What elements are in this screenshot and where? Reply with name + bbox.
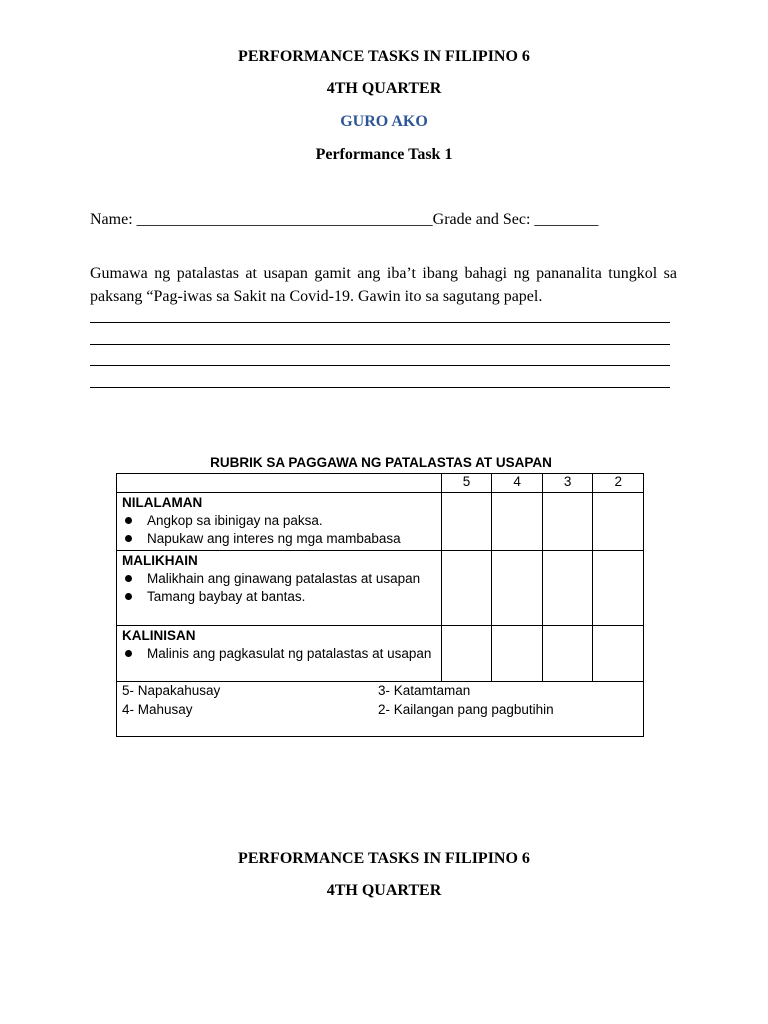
score-cell[interactable] <box>593 551 644 626</box>
score-cell[interactable] <box>492 493 543 551</box>
page-title-repeat: PERFORMANCE TASKS IN FILIPINO 6 <box>238 850 530 867</box>
criterion-heading: NILALAMAN <box>122 495 203 510</box>
score-header-2: 2 <box>593 474 644 493</box>
legend-item-4: 4- Mahusay <box>122 702 193 717</box>
rubric-header-row <box>117 474 644 493</box>
criterion-cell <box>117 626 442 682</box>
answer-line <box>90 365 670 366</box>
quarter-label: 4TH QUARTER <box>326 80 442 97</box>
name-grade-line: Name: _____________________________________Grade and Sec: ________ <box>90 211 599 228</box>
score-cell[interactable] <box>593 626 644 682</box>
criterion-list <box>117 570 441 608</box>
instructions-text: Gumawa ng patalastas at usapan gamit ang iba’t ibang bahagi ng pananalita tungkol sa paksang “Pag-iwas sa Sakit na Covid-19. Gawin ito sa sagutang papel. <box>90 265 677 305</box>
quarter-label-repeat: 4TH QUARTER <box>326 882 442 899</box>
answer-line <box>90 322 670 323</box>
rubric-title: RUBRIK SA PAGGAWA NG PATALASTAS AT USAPAN <box>210 455 552 470</box>
score-cell[interactable] <box>441 626 492 682</box>
criteria-header-cell <box>117 474 442 493</box>
score-cell[interactable] <box>542 551 593 626</box>
criterion-item: Napukaw ang interes ng mga mambabasa <box>122 530 441 548</box>
legend-item-5: 5- Napakahusay <box>122 683 221 698</box>
score-cell[interactable] <box>492 626 543 682</box>
criterion-item: Malinis ang pagkasulat ng patalastas at usapan <box>122 645 441 663</box>
score-header-4: 4 <box>492 474 543 493</box>
score-cell[interactable] <box>542 626 593 682</box>
criterion-row-malikhain <box>117 551 644 626</box>
legend-row <box>117 682 644 737</box>
score-cell[interactable] <box>593 493 644 551</box>
task-title: Performance Task 1 <box>315 146 453 163</box>
score-header-5: 5 <box>441 474 492 493</box>
criterion-heading: KALINISAN <box>122 628 196 643</box>
score-cell[interactable] <box>542 493 593 551</box>
legend-item-2: 2- Kailangan pang pagbutihin <box>378 702 554 717</box>
answer-line <box>90 387 670 388</box>
score-cell[interactable] <box>492 551 543 626</box>
criterion-list <box>117 645 441 665</box>
criterion-row-kalinisan <box>117 626 644 682</box>
criterion-cell <box>117 551 442 626</box>
legend-item-3: 3- Katamtaman <box>378 683 471 698</box>
answer-line <box>90 344 670 345</box>
author-label: GURO AKO <box>340 113 428 130</box>
criterion-item: Tamang baybay at bantas. <box>122 588 441 606</box>
criterion-row-nilalaman <box>117 493 644 551</box>
score-legend <box>117 682 643 736</box>
score-header-3: 3 <box>542 474 593 493</box>
criterion-item: Malikhain ang ginawang patalastas at usapan <box>122 570 441 588</box>
legend-cell <box>117 682 644 737</box>
criterion-heading: MALIKHAIN <box>122 553 198 568</box>
criterion-list <box>117 512 441 550</box>
criterion-item: Angkop sa ibinigay na paksa. <box>122 512 441 530</box>
score-cell[interactable] <box>441 493 492 551</box>
page-title: PERFORMANCE TASKS IN FILIPINO 6 <box>238 48 530 65</box>
score-cell[interactable] <box>441 551 492 626</box>
criterion-cell <box>117 493 442 551</box>
rubric-table <box>116 473 644 737</box>
